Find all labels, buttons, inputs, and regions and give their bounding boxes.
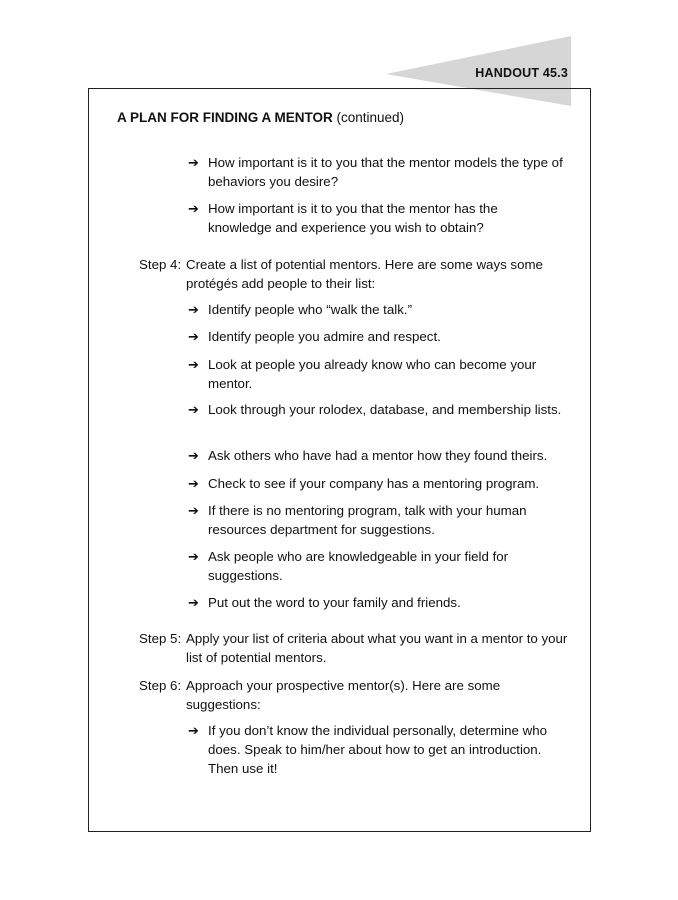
arrow-right-icon: ➔ — [188, 402, 199, 417]
step-6 — [139, 676, 569, 714]
step-5 — [139, 629, 569, 667]
list-item — [188, 153, 563, 191]
step-label: Step 4: — [139, 257, 182, 272]
step-label: Step 6: — [139, 678, 182, 693]
title-suffix: (continued) — [336, 110, 405, 125]
list-item — [188, 593, 563, 612]
arrow-right-icon: ➔ — [188, 448, 199, 463]
arrow-right-icon: ➔ — [188, 476, 199, 491]
list-item-text: How important is it to you that the mentor models the type of behaviors you desire? — [208, 155, 563, 189]
step-text: Create a list of potential mentors. Here are some ways some protégés add people to their list: — [186, 257, 543, 291]
list-item — [188, 501, 563, 539]
list-item — [188, 446, 563, 465]
arrow-right-icon: ➔ — [188, 595, 199, 610]
arrow-right-icon: ➔ — [188, 357, 199, 372]
arrow-right-icon: ➔ — [188, 302, 199, 317]
list-item-text: Look through your rolodex, database, and membership lists. — [208, 402, 562, 417]
list-item — [188, 400, 563, 419]
list-item-text: If there is no mentoring program, talk with your human resources department for suggestions. — [208, 503, 527, 537]
step-label: Step 5: — [139, 631, 182, 646]
list-item — [188, 547, 563, 585]
title-main: A PLAN FOR FINDING A MENTOR — [117, 110, 333, 125]
page-title — [117, 110, 404, 125]
list-item-text: Identify people you admire and respect. — [208, 329, 441, 344]
list-item — [188, 721, 563, 778]
handout-number: HANDOUT 45.3 — [475, 66, 568, 80]
arrow-right-icon: ➔ — [188, 503, 199, 518]
list-item-text: Ask people who are knowledgeable in your field for suggestions. — [208, 549, 509, 583]
step-text: Approach your prospective mentor(s). Here are some suggestions: — [186, 678, 501, 712]
step-4 — [139, 255, 569, 293]
list-item-text: Ask others who have had a mentor how they found theirs. — [208, 448, 548, 463]
list-item-text: How important is it to you that the mentor has the knowledge and experience you wish to obtain? — [208, 201, 498, 235]
arrow-right-icon: ➔ — [188, 155, 199, 170]
step-text: Apply your list of criteria about what you want in a mentor to your list of potential mentors. — [186, 631, 568, 665]
arrow-right-icon: ➔ — [188, 329, 199, 344]
list-item — [188, 355, 563, 393]
list-item — [188, 474, 563, 493]
list-item-text: Check to see if your company has a mentoring program. — [208, 476, 540, 491]
list-item-text: If you don’t know the individual personally, determine who does. Speak to him/her about how to get an introduction. Then use it! — [208, 723, 548, 776]
list-item-text: Identify people who “walk the talk.” — [208, 302, 412, 317]
arrow-right-icon: ➔ — [188, 201, 199, 216]
list-item — [188, 300, 563, 319]
list-item-text: Put out the word to your family and friends. — [208, 595, 461, 610]
arrow-right-icon: ➔ — [188, 723, 199, 738]
arrow-right-icon: ➔ — [188, 549, 199, 564]
list-item — [188, 199, 563, 237]
list-item — [188, 327, 563, 346]
list-item-text: Look at people you already know who can become your mentor. — [208, 357, 537, 391]
